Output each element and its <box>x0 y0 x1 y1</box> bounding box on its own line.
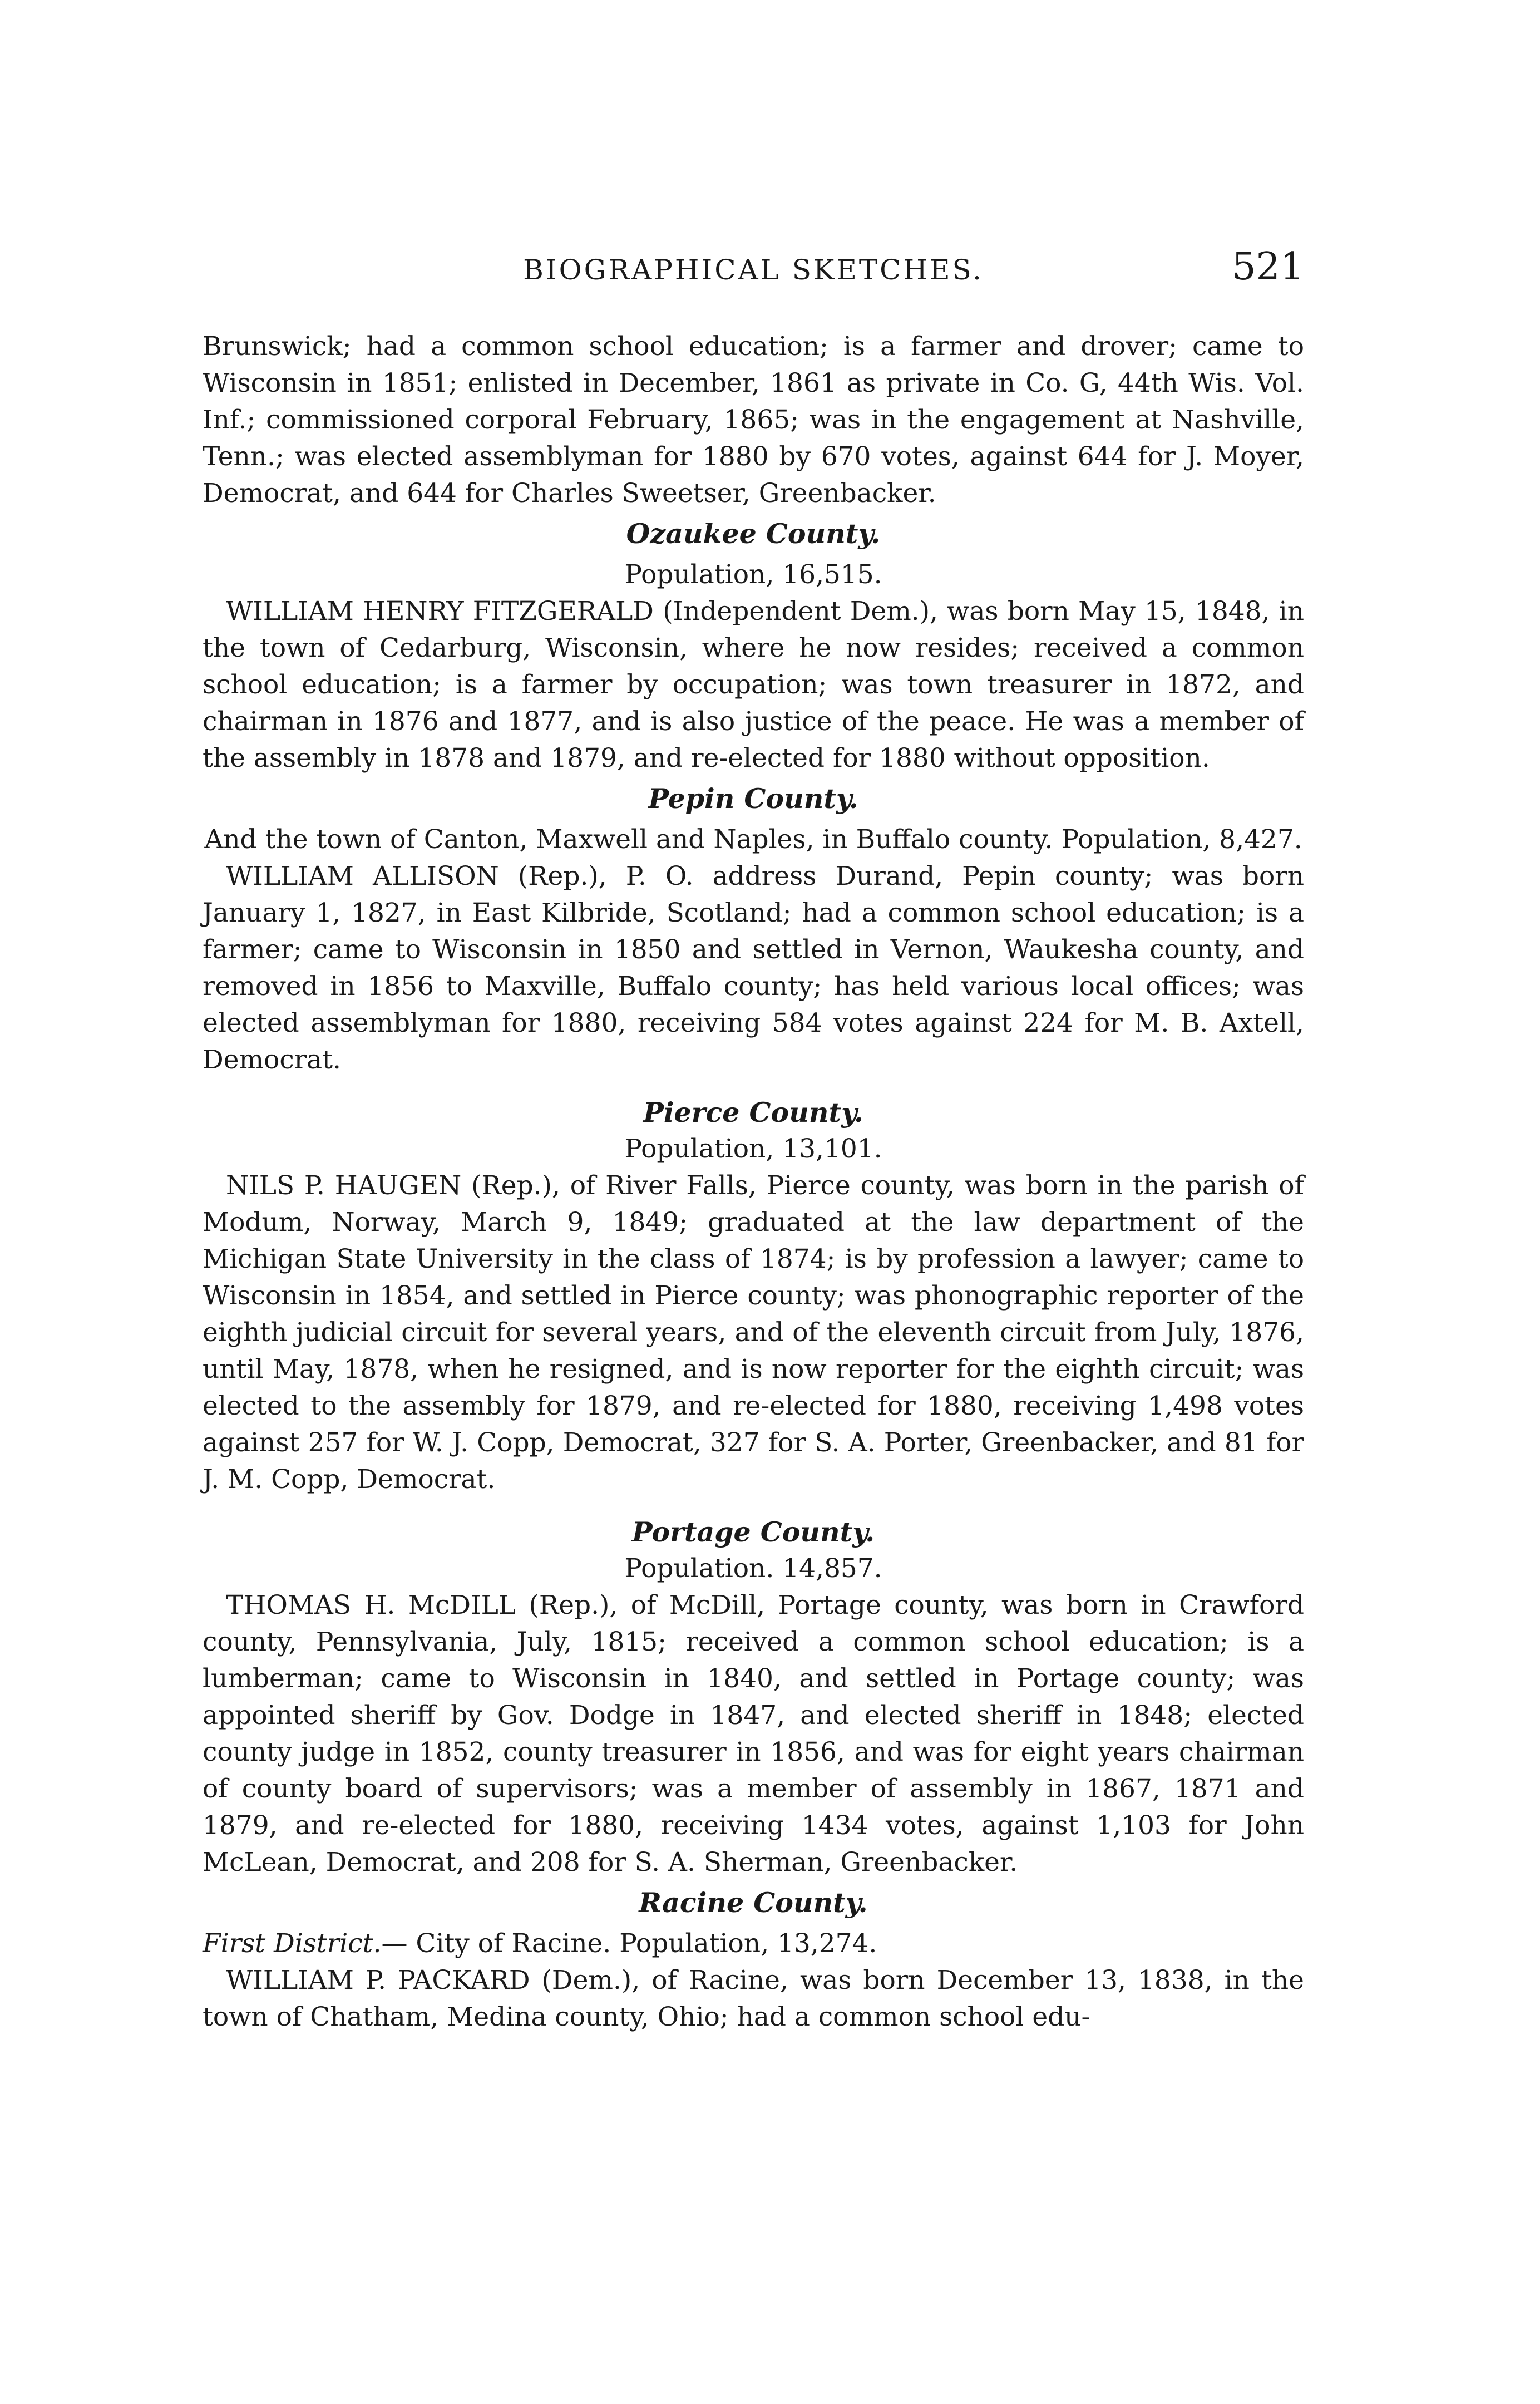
population-portage: Population. 14,857. <box>624 1553 882 1584</box>
district-label: First District. <box>203 1928 382 1959</box>
biography-haugen: NILS P. HAUGEN (Rep.), of River Falls, Pierce county, was born in the parish of Modum, Norway, March 9, 1849; graduated at the law department of the Michigan State University in the class of 1874; is by profession a lawyer; came to Wisconsin in 1854, and settled in Pierce county; was phonographic reporter of the eighth judicial circuit for several years, and of the eleventh circuit from July, 1876, until May, 1878, when he resigned, and is now reporter for the eighth circuit; was elected to the assembly for 1879, and re-elected for 1880, receiving 1,498 votes against 257 for W. J. Copp, Democrat, 327 for S. A. Porter, Greenbacker, and 81 for J. M. Copp, Democrat. <box>203 1170 1304 1495</box>
page-number: 521 <box>1232 245 1304 289</box>
continued-biography: Brunswick; had a common school education; is a farmer and drover; came to Wisconsin in 1851; enlisted in December, 1861 as private in Co. G, 44th Wis. Vol. Inf.; commissioned corporal February, 1865; was in the engagement at Nashville, Tenn.; was elected assemblyman for 1880 by 670 votes, against 644 for J. Moyer, Democrat, and 644 for Charles Sweetser, Greenbacker. <box>203 331 1304 509</box>
county-heading-pierce: Pierce County. <box>643 1096 863 1129</box>
population-pepin: And the town of Canton, Maxwell and Naples, in Buffalo county. Population, 8,427. <box>204 824 1302 855</box>
running-head-title: BIOGRAPHICAL SKETCHES. <box>523 254 984 286</box>
biography-allison: WILLIAM ALLISON (Rep.), P. O. address Durand, Pepin county; was born January 1, 1827, in East Kilbride, Scotland; had a common school education; is a farmer; came to Wisconsin in 1850 and settled in Vernon, Waukesha county, and removed in 1856 to Maxville, Buffalo county; has held various local offices; was elected assemblyman for 1880, receiving 584 votes against 224 for M. B. Axtell, Democrat. <box>203 861 1304 1075</box>
county-heading-ozaukee: Ozaukee County. <box>626 518 881 550</box>
county-heading-pepin: Pepin County. <box>648 782 858 815</box>
county-heading-portage: Portage County. <box>631 1516 875 1548</box>
running-head <box>203 245 1304 295</box>
book-page <box>203 245 1304 2036</box>
biography-fitzgerald: WILLIAM HENRY FITZGERALD (Independent Dem.), was born May 15, 1848, in the town of Cedarburg, Wisconsin, where he now resides; received a common school education; is a farmer by occupation; was town treasurer in 1872, and chairman in 1876 and 1877, and is also justice of the peace. He was a member of the assembly in 1878 and 1879, and re-elected for 1880 without opposition. <box>203 596 1304 774</box>
district-description: — City of Racine. Population, 13,274. <box>381 1928 877 1959</box>
population-ozaukee: Population, 16,515. <box>624 559 882 590</box>
county-heading-racine: Racine County. <box>639 1886 868 1919</box>
population-pierce: Population, 13,101. <box>624 1134 882 1164</box>
biography-mcdill: THOMAS H. McDILL (Rep.), of McDill, Portage county, was born in Crawford county, Pennsylvania, July, 1815; received a common school education; is a lumberman; came to Wisconsin in 1840, and settled in Portage county; was appointed sheriff by Gov. Dodge in 1847, and elected sheriff in 1848; elected county judge in 1852, county treasurer in 1856, and was for eight years chairman of county board of supervisors; was a member of assembly in 1867, 1871 and 1879, and re-elected for 1880, receiving 1434 votes, against 1,103 for John McLean, Democrat, and 208 for S. A. Sherman, Greenbacker. <box>203 1590 1304 1878</box>
biography-packard: WILLIAM P. PACKARD (Dem.), of Racine, was born December 13, 1838, in the town of Chatham, Medina county, Ohio; had a common school edu- <box>203 1965 1304 2032</box>
district-line-racine <box>203 1925 1304 1962</box>
